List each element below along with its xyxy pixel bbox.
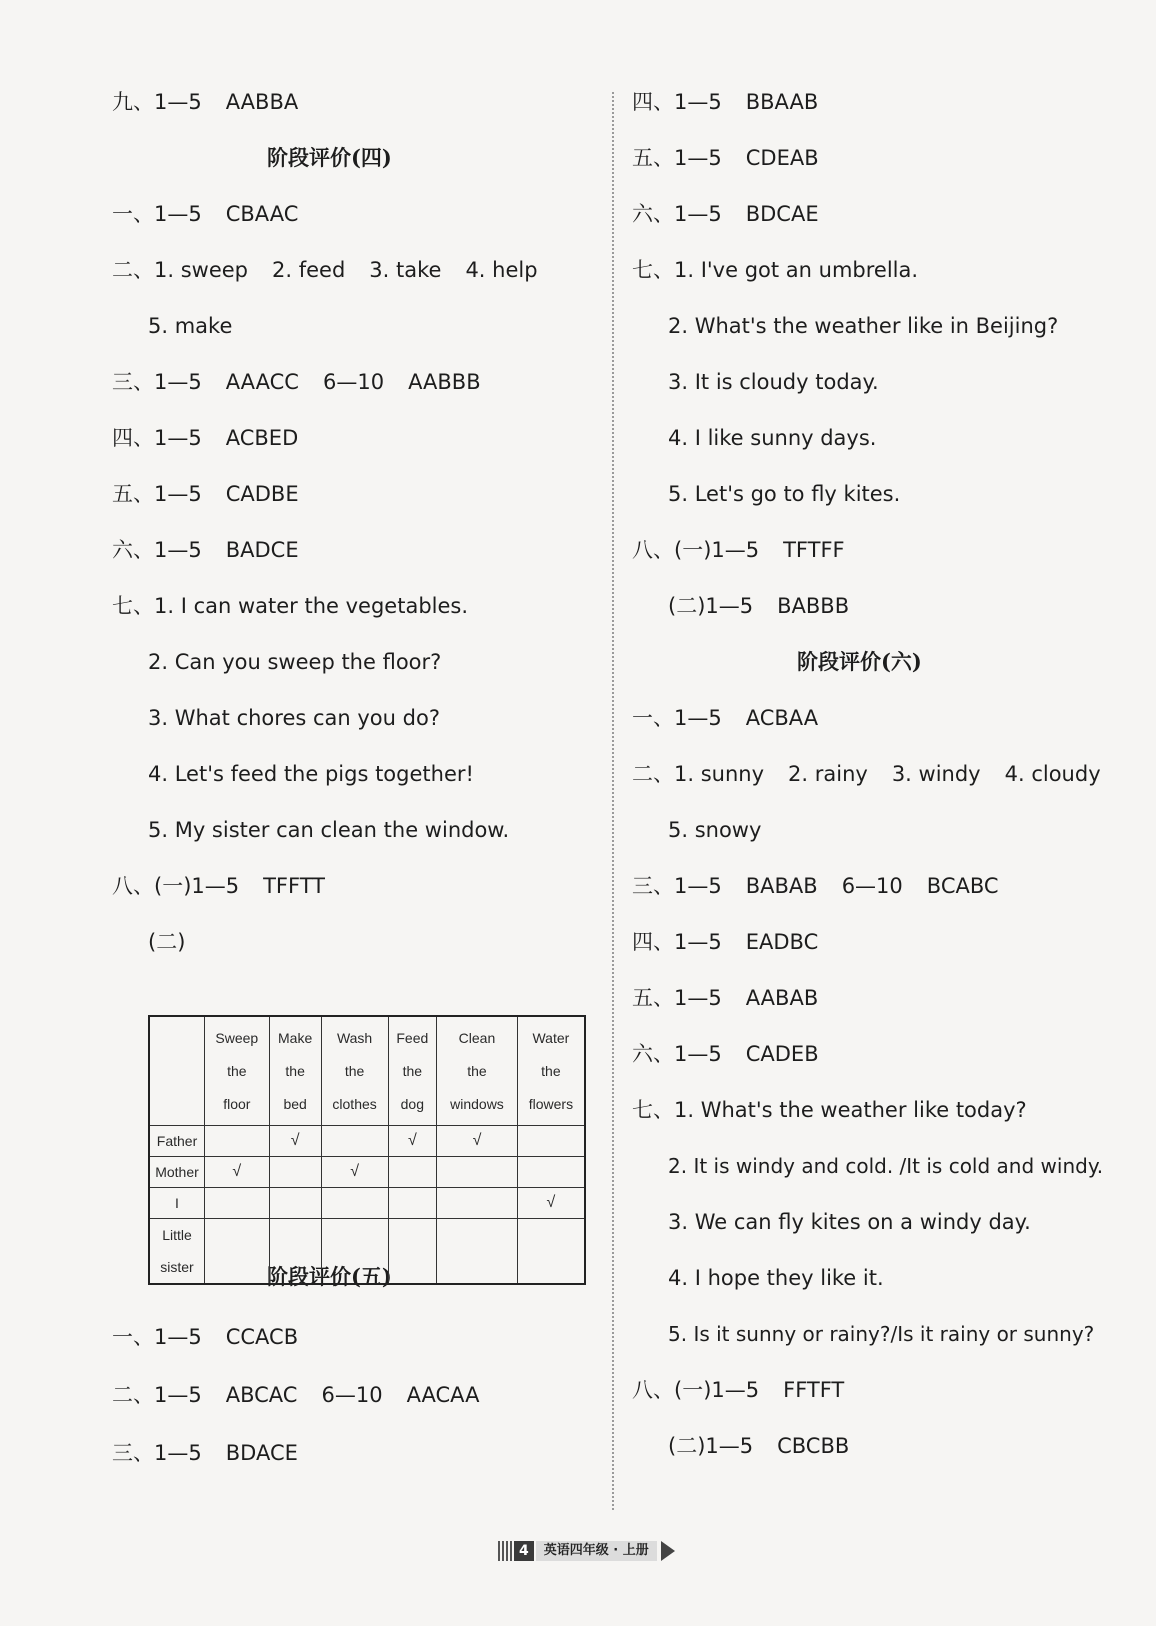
table-header-cell: Make the bed: [269, 1016, 321, 1126]
table-cell: [321, 1219, 388, 1285]
row-name-cell: Father: [149, 1126, 205, 1157]
book-label: 英语四年级 · 上册: [536, 1541, 657, 1561]
answer-line: 一、1—5 ACBAA: [632, 706, 819, 730]
answer-line: 七、1. I've got an umbrella.: [632, 258, 919, 282]
section-heading-5: 阶段评价(五): [267, 1264, 392, 1289]
table-header-row: [149, 1016, 585, 1126]
answer-line: 4. I hope they like it.: [668, 1266, 884, 1290]
answer-line: 3. We can fly kites on a windy day.: [668, 1210, 1031, 1234]
table-cell: [321, 1188, 388, 1219]
answer-line: 三、1—5 AAACC 6—10 AABBB: [112, 370, 481, 394]
answer-line: (二)1—5 CBCBB: [668, 1434, 850, 1458]
decorative-bars: [498, 1541, 512, 1561]
answer-line: 5. My sister can clean the window.: [148, 818, 510, 842]
answer-line: 5. Let's go to fly kites.: [668, 482, 901, 506]
page-number: 4: [514, 1541, 534, 1561]
answer-line: 九、1—5 AABBA: [112, 90, 299, 114]
table-cell: [437, 1219, 518, 1285]
table-cell: √: [269, 1126, 321, 1157]
table-corner-cell: [149, 1016, 205, 1126]
answer-line: 5. Is it sunny or rainy?/Is it rainy or sunny?: [668, 1322, 1095, 1346]
table-cell: [388, 1188, 437, 1219]
answer-line: 四、1—5 ACBED: [112, 426, 299, 450]
table-row: [149, 1188, 585, 1219]
table-cell: [205, 1126, 270, 1157]
answer-line: (二): [148, 930, 186, 954]
table-cell: [269, 1157, 321, 1188]
table-cell: √: [437, 1126, 518, 1157]
answer-line: 七、1. What's the weather like today?: [632, 1098, 1027, 1122]
table-cell: [517, 1219, 585, 1285]
table-row: [149, 1126, 585, 1157]
arrow-right-icon: [661, 1541, 675, 1561]
table-cell: [321, 1126, 388, 1157]
section-heading-4: 阶段评价(四): [267, 145, 392, 170]
table-header-cell: Feed the dog: [388, 1016, 437, 1126]
answer-line: 五、1—5 AABAB: [632, 986, 819, 1010]
answer-line: 六、1—5 BDCAE: [632, 202, 819, 226]
table-cell: [437, 1188, 518, 1219]
table-cell: √: [388, 1126, 437, 1157]
row-name-cell: I: [149, 1188, 205, 1219]
answer-line: 2. Can you sweep the floor?: [148, 650, 442, 674]
answer-line: 一、1—5 CBAAC: [112, 202, 299, 226]
table-cell: [388, 1157, 437, 1188]
column-divider: [612, 92, 614, 1510]
answer-line: 3. What chores can you do?: [148, 706, 440, 730]
table-row: [149, 1157, 585, 1188]
section-heading-6: 阶段评价(六): [797, 649, 922, 674]
answer-line: 八、(一)1—5 TFFTT: [112, 874, 326, 898]
table-header-cell: Wash the clothes: [321, 1016, 388, 1126]
chores-table: [148, 1015, 586, 1285]
answer-line: 六、1—5 CADEB: [632, 1042, 819, 1066]
answer-line: 五、1—5 CADBE: [112, 482, 299, 506]
answer-line: 四、1—5 BBAAB: [632, 90, 819, 114]
answer-line: 一、1—5 CCACB: [112, 1325, 299, 1349]
table-cell: [517, 1157, 585, 1188]
page-footer: [498, 1540, 675, 1562]
answer-line: (二)1—5 BABBB: [668, 594, 850, 618]
answer-line: 4. I like sunny days.: [668, 426, 877, 450]
answer-line: 4. Let's feed the pigs together!: [148, 762, 474, 786]
answer-line: 2. What's the weather like in Beijing?: [668, 314, 1059, 338]
answer-line: 5. snowy: [668, 818, 762, 842]
answer-line: 二、1. sunny 2. rainy 3. windy 4. cloudy: [632, 762, 1101, 786]
answer-line: 七、1. I can water the vegetables.: [112, 594, 469, 618]
answer-line: 八、(一)1—5 FFTFT: [632, 1378, 845, 1402]
answer-line: 二、1—5 ABCAC 6—10 AACAA: [112, 1383, 480, 1407]
answer-line: 六、1—5 BADCE: [112, 538, 299, 562]
answer-line: 2. It is windy and cold. /It is cold and windy.: [668, 1154, 1104, 1178]
table-cell: [269, 1188, 321, 1219]
answer-line: 3. It is cloudy today.: [668, 370, 879, 394]
table-cell: [388, 1219, 437, 1285]
table-cell: √: [205, 1157, 270, 1188]
answer-line: 二、1. sweep 2. feed 3. take 4. help: [112, 258, 538, 282]
answer-line: 5. make: [148, 314, 233, 338]
table-cell: √: [321, 1157, 388, 1188]
row-name-cell: Mother: [149, 1157, 205, 1188]
table-cell: √: [517, 1188, 585, 1219]
table-cell: [437, 1157, 518, 1188]
row-name-cell: Little sister: [149, 1219, 205, 1285]
answer-line: 五、1—5 CDEAB: [632, 146, 819, 170]
table-header-cell: Sweep the floor: [205, 1016, 270, 1126]
table-row: [149, 1219, 585, 1285]
table-header-cell: Clean the windows: [437, 1016, 518, 1126]
table-cell: [517, 1126, 585, 1157]
answer-line: 三、1—5 BABAB 6—10 BCABC: [632, 874, 999, 898]
table-cell: [269, 1219, 321, 1285]
answer-line: 三、1—5 BDACE: [112, 1441, 298, 1465]
table-cell: [205, 1219, 270, 1285]
answer-line: 八、(一)1—5 TFTFF: [632, 538, 845, 562]
table-header-cell: Water the flowers: [517, 1016, 585, 1126]
answer-line: 四、1—5 EADBC: [632, 930, 819, 954]
table-cell: [205, 1188, 270, 1219]
